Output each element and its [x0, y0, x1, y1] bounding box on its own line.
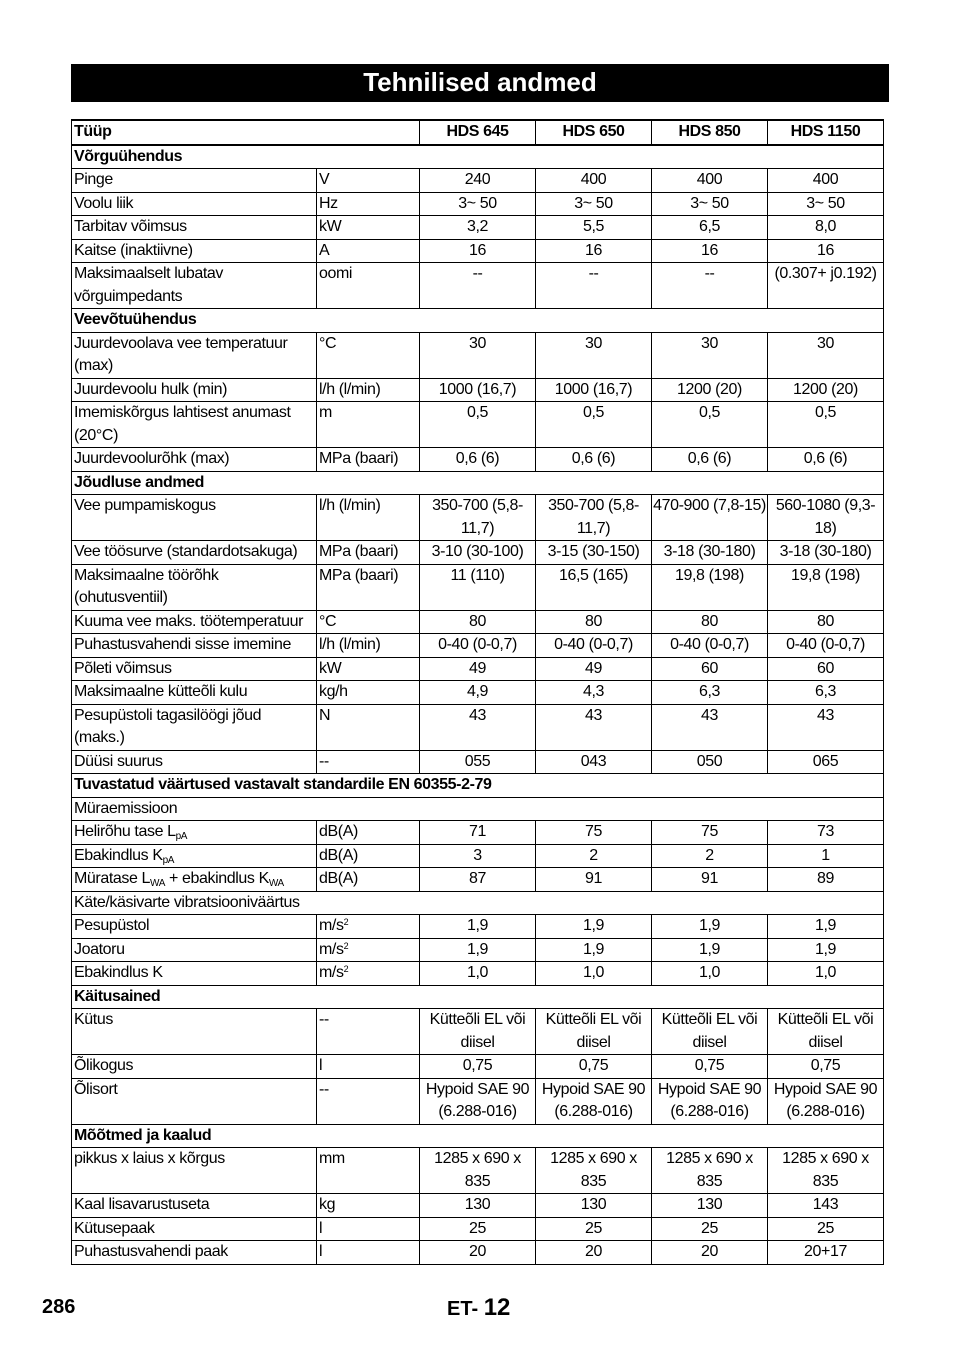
unit-cell: Hz [317, 192, 420, 216]
value-cell: 43 [768, 704, 884, 750]
unit-cell [317, 915, 420, 939]
value-cell: 4,9 [420, 681, 536, 705]
parameter-label: Düüsi suurus [72, 750, 317, 774]
parameter-label: Juurdevoolava vee temperatuur (max) [72, 332, 317, 378]
value-cell: 5,5 [536, 216, 652, 240]
table-row [72, 750, 884, 774]
table-row [72, 378, 884, 402]
parameter-label: Õlisort [72, 1078, 317, 1124]
value-cell: 16 [768, 239, 884, 263]
unit-cell: l [317, 1217, 420, 1241]
parameter-label: Juurdevoolu hulk (min) [72, 378, 317, 402]
table-row [72, 1194, 884, 1218]
specifications-table [71, 119, 884, 1265]
value-cell: 0,5 [768, 402, 884, 448]
value-cell: 0,6 (6) [768, 448, 884, 472]
subscript: WA [268, 878, 284, 889]
value-cell: 0,75 [536, 1055, 652, 1079]
value-cell: 1,9 [420, 915, 536, 939]
table-row [72, 868, 884, 892]
parameter-label: Ebakindlus K [72, 962, 317, 986]
parameter-label: Kuuma vee maks. töötemperatuur [72, 610, 317, 634]
section-label: Jõudluse andmed [72, 471, 884, 495]
parameter-label: Maksimaalne töörõhk (ohutusventiil) [72, 564, 317, 610]
table-row [72, 216, 884, 240]
value-cell: 30 [420, 332, 536, 378]
section-header-row [72, 145, 884, 169]
value-cell: 470-900 (7,8-15) [652, 495, 768, 541]
value-cell: Hypoid SAE 90 (6.288-016) [768, 1078, 884, 1124]
value-cell: 560-1080 (9,3-18) [768, 495, 884, 541]
value-cell: 80 [420, 610, 536, 634]
value-cell: 1,9 [652, 938, 768, 962]
value-cell: 4,3 [536, 681, 652, 705]
value-cell: 1,9 [536, 938, 652, 962]
value-cell: 043 [536, 750, 652, 774]
value-cell: 0-40 (0-0,7) [652, 634, 768, 658]
value-cell: 89 [768, 868, 884, 892]
table-row [72, 1009, 884, 1055]
section-header-row [72, 1124, 884, 1148]
value-cell: 1,9 [768, 938, 884, 962]
value-cell: -- [420, 263, 536, 309]
value-cell: 400 [536, 169, 652, 193]
parameter-label: Vee töösurve (standardotsakuga) [72, 541, 317, 565]
value-cell: 1,9 [420, 938, 536, 962]
table-header-row [72, 120, 884, 145]
unit-cell: dB(A) [317, 821, 420, 845]
section-label: Tuvastatud väärtused vastavalt standardile EN 60355-2-79 [72, 774, 884, 798]
value-cell: 0,5 [420, 402, 536, 448]
table-row [72, 1078, 884, 1124]
value-cell: 19,8 (198) [652, 564, 768, 610]
text-part: m/s [319, 964, 344, 981]
model-header: HDS 1150 [768, 120, 884, 145]
section-page-label [447, 1294, 510, 1322]
parameter-label: Tarbitav võimsus [72, 216, 317, 240]
table-row [72, 634, 884, 658]
value-cell: 19,8 (198) [768, 564, 884, 610]
parameter-label: Pinge [72, 169, 317, 193]
table-row [72, 495, 884, 541]
unit-cell: l [317, 1241, 420, 1265]
value-cell: Hypoid SAE 90 (6.288-016) [536, 1078, 652, 1124]
unit-cell: l/h (l/min) [317, 378, 420, 402]
value-cell: 1285 x 690 x 835 [768, 1148, 884, 1194]
value-cell: 1,9 [768, 915, 884, 939]
table-row [72, 541, 884, 565]
value-cell: 1,0 [536, 962, 652, 986]
value-cell: 055 [420, 750, 536, 774]
page-title: Tehnilised andmed [71, 64, 889, 102]
value-cell: -- [652, 263, 768, 309]
section-page-number: 12 [483, 1294, 511, 1321]
parameter-label: Kütusepaak [72, 1217, 317, 1241]
unit-cell: N [317, 704, 420, 750]
value-cell: Kütteõli EL või diisel [652, 1009, 768, 1055]
parameter-label: Kaal lisavarustuseta [72, 1194, 317, 1218]
value-cell: 71 [420, 821, 536, 845]
value-cell: Hypoid SAE 90 (6.288-016) [420, 1078, 536, 1124]
unit-cell: dB(A) [317, 844, 420, 868]
value-cell: 0-40 (0-0,7) [420, 634, 536, 658]
value-cell: 6,5 [652, 216, 768, 240]
parameter-label: Vee pumpamiskogus [72, 495, 317, 541]
value-cell: 3~ 50 [652, 192, 768, 216]
value-cell: 43 [652, 704, 768, 750]
value-cell: 1,0 [768, 962, 884, 986]
subsection-label: Käte/käsivarte vibratsiooniväärtus [72, 891, 884, 915]
section-header-row [72, 774, 884, 798]
parameter-label: Puhastusvahendi paak [72, 1241, 317, 1265]
value-cell: 20 [652, 1241, 768, 1265]
value-cell: (0.307+ j0.192) [768, 263, 884, 309]
value-cell: 20 [420, 1241, 536, 1265]
value-cell: 16 [652, 239, 768, 263]
value-cell: 0,6 (6) [536, 448, 652, 472]
value-cell: 130 [420, 1194, 536, 1218]
parameter-label: Imemiskõrgus lahtisest anumast (20°C) [72, 402, 317, 448]
value-cell: 2 [536, 844, 652, 868]
value-cell: Hypoid SAE 90 (6.288-016) [652, 1078, 768, 1124]
parameter-label: Maksimaalselt lubatav võrguimpedants [72, 263, 317, 309]
unit-cell [317, 962, 420, 986]
subsection-label: Müraemissioon [72, 797, 884, 821]
value-cell: 1200 (20) [768, 378, 884, 402]
value-cell: 30 [768, 332, 884, 378]
unit-cell [317, 938, 420, 962]
subscript: pA [162, 854, 175, 866]
unit-cell: °C [317, 332, 420, 378]
value-cell: 1000 (16,7) [420, 378, 536, 402]
value-cell: 49 [536, 657, 652, 681]
parameter-label: Joatoru [72, 938, 317, 962]
table-row [72, 169, 884, 193]
section-header-row [72, 985, 884, 1009]
parameter-label: Kütus [72, 1009, 317, 1055]
value-cell: 0-40 (0-0,7) [768, 634, 884, 658]
value-cell: 1200 (20) [652, 378, 768, 402]
value-cell: 25 [652, 1217, 768, 1241]
section-label: Käitusained [72, 985, 884, 1009]
unit-cell: l [317, 1055, 420, 1079]
value-cell: Kütteõli EL või diisel [420, 1009, 536, 1055]
subscript: pA [175, 831, 188, 842]
value-cell: 1,9 [536, 915, 652, 939]
value-cell: 80 [768, 610, 884, 634]
parameter-label: Juurdevoolurõhk (max) [72, 448, 317, 472]
value-cell: 16,5 (165) [536, 564, 652, 610]
value-cell: 3-10 (30-100) [420, 541, 536, 565]
table-row [72, 1055, 884, 1079]
value-cell: 1,9 [652, 915, 768, 939]
value-cell: 3-18 (30-180) [652, 541, 768, 565]
unit-cell: oomi [317, 263, 420, 309]
value-cell: Kütteõli EL või diisel [768, 1009, 884, 1055]
unit-cell: l/h (l/min) [317, 495, 420, 541]
value-cell: 25 [768, 1217, 884, 1241]
superscript: 2 [343, 964, 349, 974]
table-row [72, 657, 884, 681]
subsection-row [72, 891, 884, 915]
value-cell: 2 [652, 844, 768, 868]
value-cell: 80 [652, 610, 768, 634]
value-cell: 0,6 (6) [420, 448, 536, 472]
parameter-label [72, 844, 317, 868]
unit-cell: A [317, 239, 420, 263]
unit-cell: MPa (baari) [317, 541, 420, 565]
text-part: Helirõhu tase L [74, 823, 176, 840]
value-cell: 400 [768, 169, 884, 193]
value-cell: 80 [536, 610, 652, 634]
value-cell: 3,2 [420, 216, 536, 240]
unit-cell: MPa (baari) [317, 564, 420, 610]
value-cell: 11 (110) [420, 564, 536, 610]
value-cell: 1,0 [420, 962, 536, 986]
table-row [72, 192, 884, 216]
section-header-row [72, 309, 884, 333]
table-row [72, 448, 884, 472]
table-row [72, 402, 884, 448]
value-cell: 0,5 [652, 402, 768, 448]
value-cell: 3-18 (30-180) [768, 541, 884, 565]
unit-cell: kg [317, 1194, 420, 1218]
value-cell: 0,75 [652, 1055, 768, 1079]
value-cell: 91 [652, 868, 768, 892]
table-row [72, 263, 884, 309]
value-cell: 60 [768, 657, 884, 681]
value-cell: 3-15 (30-150) [536, 541, 652, 565]
text-part: Müratase L [74, 870, 151, 887]
value-cell: 0,5 [536, 402, 652, 448]
value-cell: 1 [768, 844, 884, 868]
table-row [72, 962, 884, 986]
model-header: HDS 645 [420, 120, 536, 145]
subsection-row [72, 797, 884, 821]
value-cell: 143 [768, 1194, 884, 1218]
value-cell: 0-40 (0-0,7) [536, 634, 652, 658]
value-cell: 1000 (16,7) [536, 378, 652, 402]
table-row [72, 1148, 884, 1194]
value-cell: 43 [420, 704, 536, 750]
value-cell: Kütteõli EL või diisel [536, 1009, 652, 1055]
superscript: 2 [343, 940, 349, 951]
parameter-label: pikkus x laius x kõrgus [72, 1148, 317, 1194]
value-cell: 30 [536, 332, 652, 378]
value-cell: 3~ 50 [768, 192, 884, 216]
table-row [72, 239, 884, 263]
unit-cell: °C [317, 610, 420, 634]
parameter-label [72, 821, 317, 845]
value-cell: 130 [536, 1194, 652, 1218]
section-label: Mõõtmed ja kaalud [72, 1124, 884, 1148]
unit-cell: -- [317, 1009, 420, 1055]
parameter-label: Õlikogus [72, 1055, 317, 1079]
value-cell: 065 [768, 750, 884, 774]
value-cell: 8,0 [768, 216, 884, 240]
unit-cell: dB(A) [317, 868, 420, 892]
text-part: + ebakindlus K [164, 870, 269, 887]
value-cell: 1285 x 690 x 835 [652, 1148, 768, 1194]
value-cell: 49 [420, 657, 536, 681]
value-cell: 75 [536, 821, 652, 845]
value-cell: 050 [652, 750, 768, 774]
value-cell: 16 [536, 239, 652, 263]
subscript: WA [150, 878, 165, 889]
section-label: Veevõtuühendus [72, 309, 884, 333]
type-header: Tüüp [72, 120, 420, 145]
value-cell: -- [536, 263, 652, 309]
value-cell: 60 [652, 657, 768, 681]
superscript: 2 [343, 917, 349, 927]
page-number: 286 [42, 1296, 76, 1318]
value-cell: 0,6 (6) [652, 448, 768, 472]
table-row [72, 915, 884, 939]
value-cell: 130 [652, 1194, 768, 1218]
text-part: Ebakindlus K [74, 846, 163, 864]
unit-cell: -- [317, 1078, 420, 1124]
unit-cell: MPa (baari) [317, 448, 420, 472]
table-row [72, 332, 884, 378]
value-cell: 25 [536, 1217, 652, 1241]
value-cell: 20 [536, 1241, 652, 1265]
table-row [72, 610, 884, 634]
model-header: HDS 650 [536, 120, 652, 145]
value-cell: 1285 x 690 x 835 [420, 1148, 536, 1194]
table-row [72, 938, 884, 962]
unit-cell: m [317, 402, 420, 448]
section-label: Võrguühendus [72, 145, 884, 169]
unit-cell: l/h (l/min) [317, 634, 420, 658]
value-cell: 3~ 50 [420, 192, 536, 216]
value-cell: 350-700 (5,8-11,7) [420, 495, 536, 541]
value-cell: 91 [536, 868, 652, 892]
value-cell: 0,75 [420, 1055, 536, 1079]
value-cell: 43 [536, 704, 652, 750]
language-code: ET- [447, 1298, 479, 1320]
unit-cell: kW [317, 216, 420, 240]
value-cell: 30 [652, 332, 768, 378]
parameter-label [72, 868, 317, 892]
table-row [72, 681, 884, 705]
value-cell: 75 [652, 821, 768, 845]
value-cell: 0,75 [768, 1055, 884, 1079]
unit-cell: kW [317, 657, 420, 681]
value-cell: 3 [420, 844, 536, 868]
value-cell: 3~ 50 [536, 192, 652, 216]
model-header: HDS 850 [652, 120, 768, 145]
parameter-label: Puhastusvahendi sisse imemine [72, 634, 317, 658]
parameter-label: Pesupüstoli tagasilöögi jõud (maks.) [72, 704, 317, 750]
value-cell: 1285 x 690 x 835 [536, 1148, 652, 1194]
value-cell: 400 [652, 169, 768, 193]
value-cell: 87 [420, 868, 536, 892]
value-cell: 1,0 [652, 962, 768, 986]
value-cell: 350-700 (5,8-11,7) [536, 495, 652, 541]
parameter-label: Kaitse (inaktiivne) [72, 239, 317, 263]
table-row [72, 564, 884, 610]
parameter-label: Voolu liik [72, 192, 317, 216]
value-cell: 20+17 [768, 1241, 884, 1265]
value-cell: 6,3 [768, 681, 884, 705]
parameter-label: Põleti võimsus [72, 657, 317, 681]
table-row [72, 821, 884, 845]
parameter-label: Pesupüstol [72, 915, 317, 939]
text-part: m/s [319, 940, 344, 958]
section-header-row [72, 471, 884, 495]
unit-cell: V [317, 169, 420, 193]
parameter-label: Maksimaalne kütteõli kulu [72, 681, 317, 705]
text-part: m/s [319, 917, 344, 934]
table-row [72, 844, 884, 868]
value-cell: 25 [420, 1217, 536, 1241]
unit-cell: kg/h [317, 681, 420, 705]
value-cell: 73 [768, 821, 884, 845]
unit-cell: mm [317, 1148, 420, 1194]
table-row [72, 704, 884, 750]
value-cell: 16 [420, 239, 536, 263]
table-row [72, 1241, 884, 1265]
value-cell: 240 [420, 169, 536, 193]
value-cell: 6,3 [652, 681, 768, 705]
unit-cell: -- [317, 750, 420, 774]
table-row [72, 1217, 884, 1241]
